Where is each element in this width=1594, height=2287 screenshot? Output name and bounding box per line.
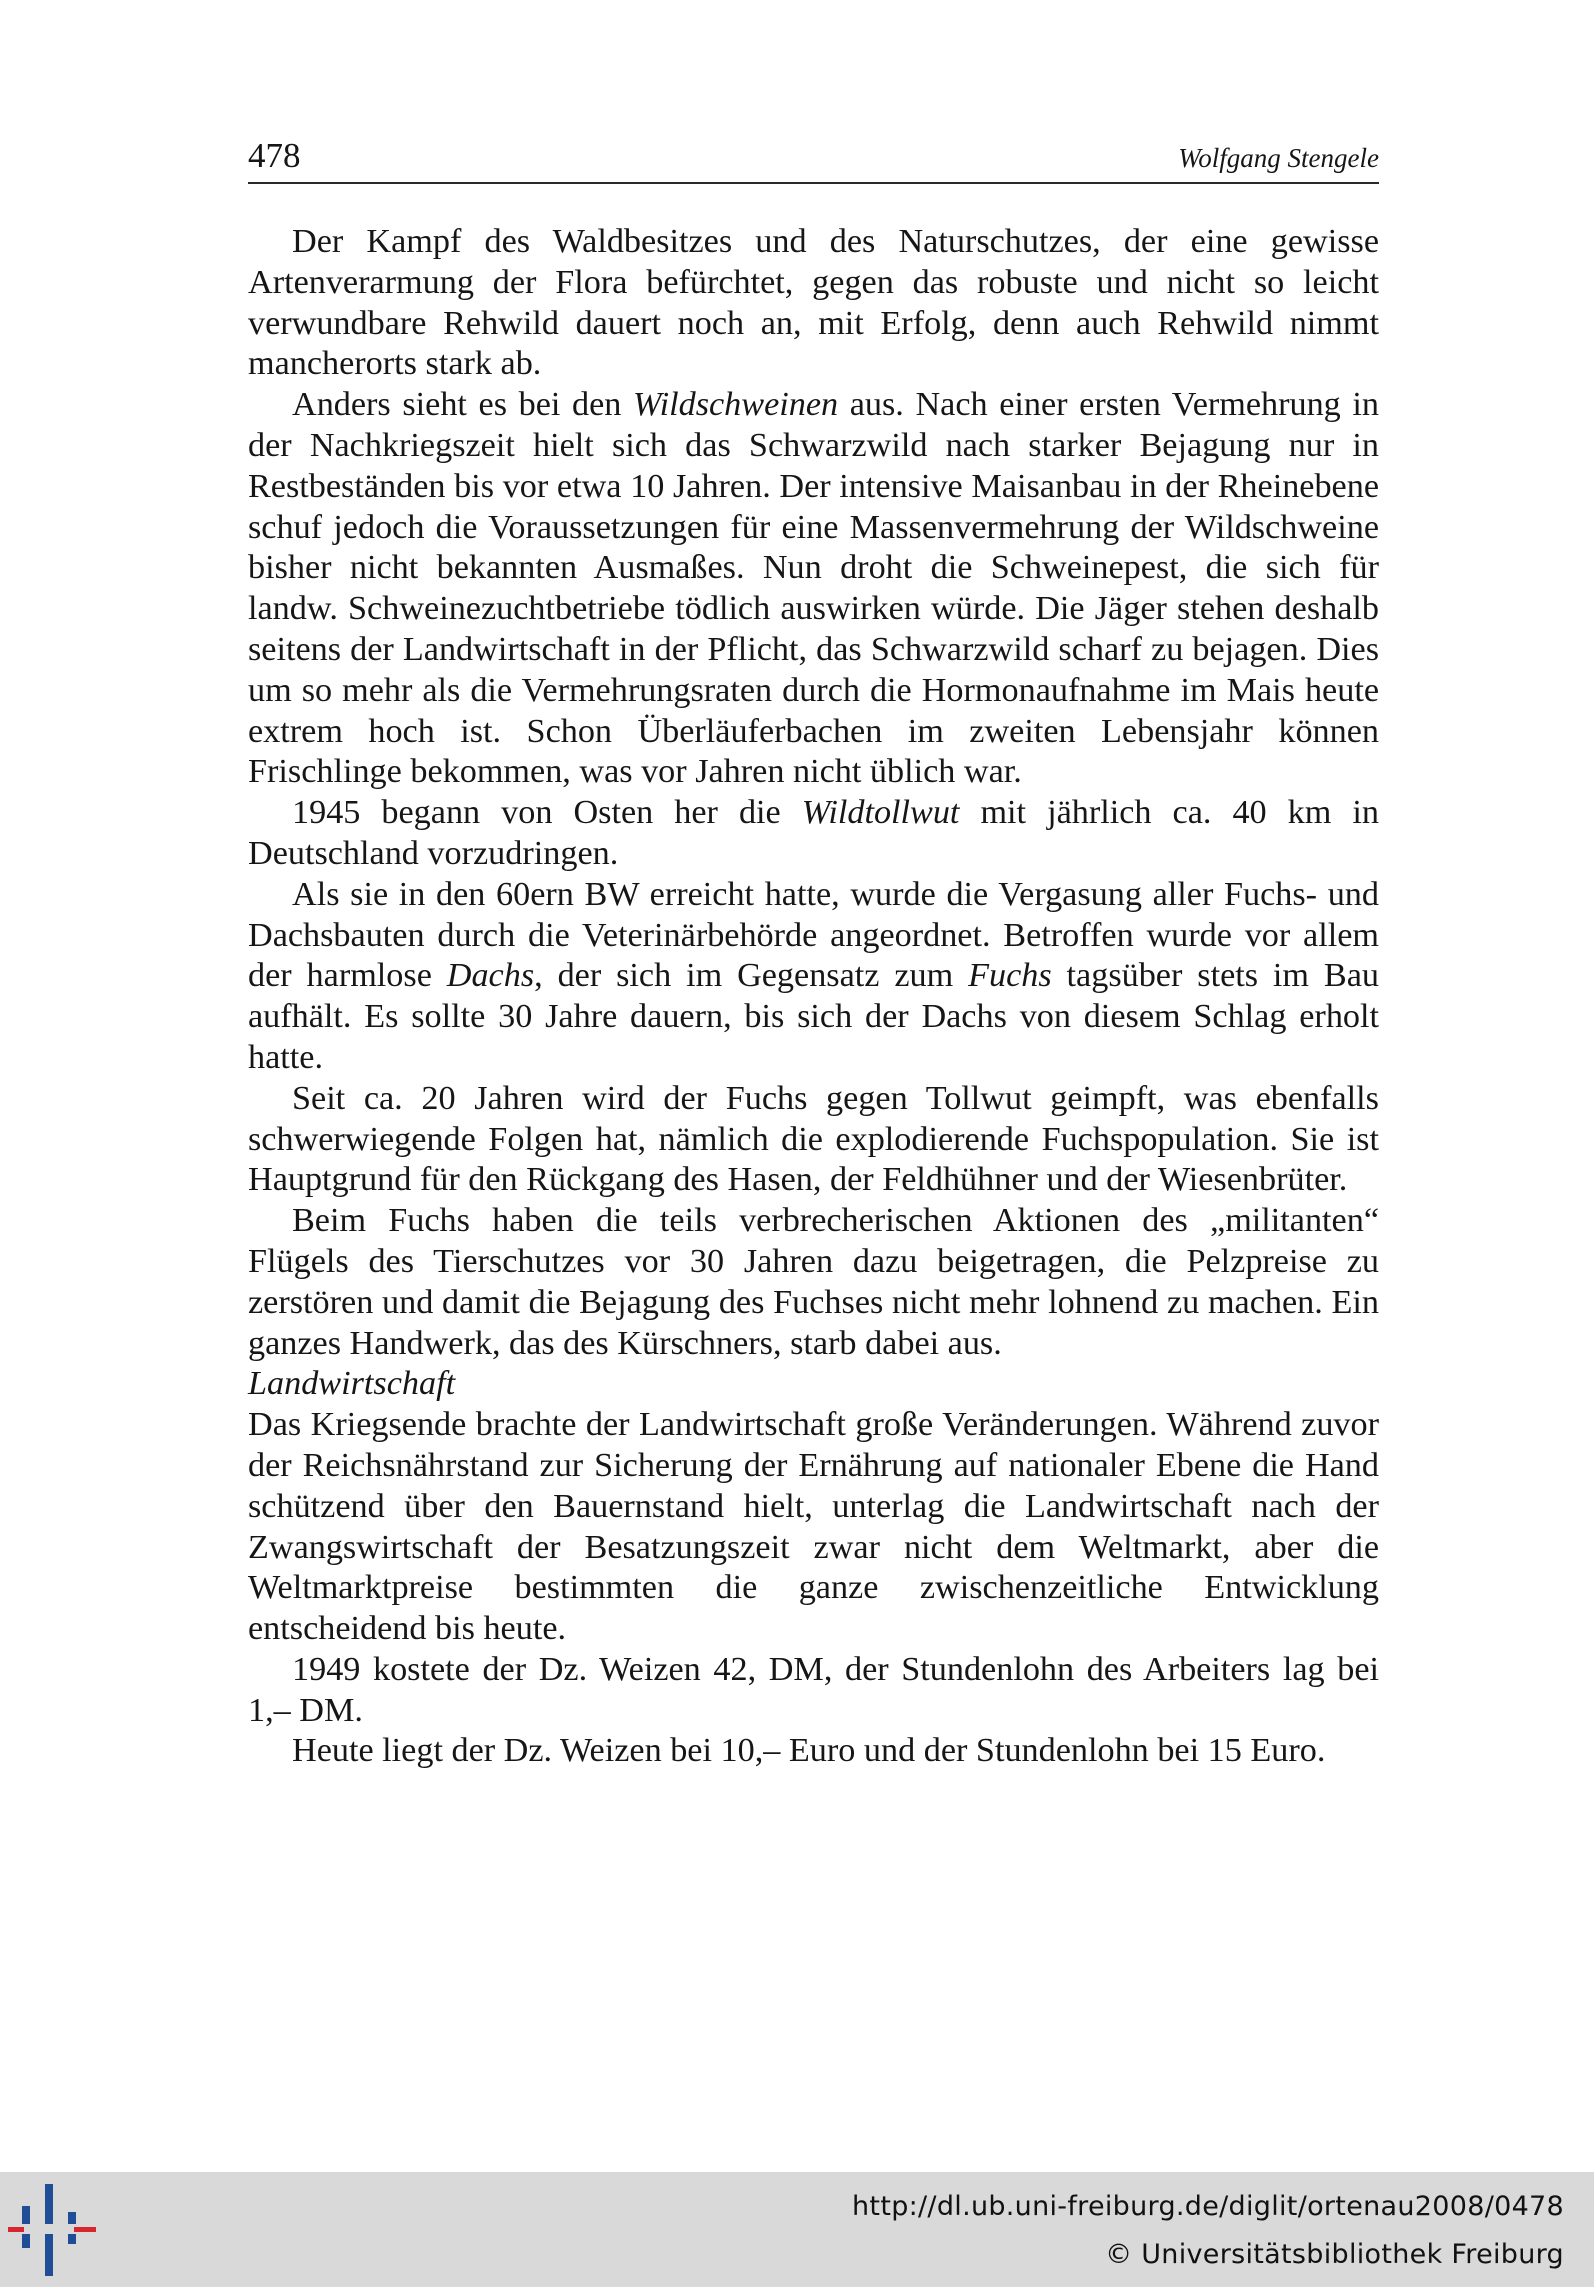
running-head — [248, 134, 1379, 184]
paragraph-text: Als sie in den 60ern BW erreicht hatte, wurde die Vergasung aller Fuchs- und Dachsbauten durch die Veterinärbehörde angeordnet. Betroffen wurde vor allem der harmlose — [248, 875, 1379, 995]
paragraph: 1949 kostete der Dz. Weizen 42, DM, der Stundenlohn des Arbeiters lag bei 1,– DM. — [248, 1650, 1379, 1729]
paragraph-text: tagsüber stets im Bau aufhält. Es sollte 30 Jahre dauern, bis sich der Dachs von diesem Schlag erholt hatte. — [248, 957, 1379, 1076]
paragraph: Beim Fuchs haben die teils verbrecherischen Aktionen des „militanten“ Flügels des Tierschutzes vor 30 Jahren dazu beigetragen, die Pelzpreise zu zerstören und damit die Bejagung des Fuchses nicht mehr lohnend zu machen. Ein ganzes Handwerk, das des Kürschners, starb dabei aus. — [248, 1202, 1379, 1362]
running-head-author: Wolfgang Stengele — [1178, 143, 1379, 173]
source-url-link[interactable]: http://dl.ub.uni-freiburg.de/diglit/ortenau2008/0478 — [852, 2191, 1564, 2222]
copyright-notice: © Universitätsbibliothek Freiburg — [1105, 2239, 1564, 2270]
italic-term: Wildtollwut — [801, 794, 960, 832]
university-library-logo-icon — [0, 2172, 110, 2287]
page-number: 478 — [248, 136, 301, 175]
paragraph: Das Kriegsende brachte der Landwirtschaft große Veränderungen. Während zuvor der Reichsnährstand zur Sicherung der Ernährung auf nationaler Ebene die Hand schützend über den Bauernstand hielt, unterlag die Landwirtschaft nach der Zwangswirtschaft der Besatzungszeit zwar nicht dem Weltmarkt, aber die Weltmarktpreise bestimmten die ganze zwischenzeitliche Entwicklung entscheidend bis heute. — [248, 1406, 1379, 1648]
body-text — [248, 222, 1379, 1772]
paragraph-text: mit jährlich ca. 40 km in Deutschland vorzudringen. — [248, 794, 1379, 872]
paragraph — [248, 793, 1379, 875]
paragraph — [248, 875, 1379, 1079]
paragraph: Der Kampf des Waldbesitzes und des Naturschutzes, der eine gewisse Artenverarmung der Flora befürchtet, gegen das robuste und nicht so leicht verwundbare Rehwild dauert noch an, mit Erfolg, denn auch Rehwild nimmt mancherorts stark ab. — [248, 223, 1379, 383]
paragraph-text: , der sich im Gegensatz zum — [534, 957, 969, 995]
italic-term: Fuchs — [968, 957, 1052, 995]
paragraph: Heute liegt der Dz. Weizen bei 10,– Euro und der Stundenlohn bei 15 Euro. — [292, 1732, 1326, 1770]
paragraph: Seit ca. 20 Jahren wird der Fuchs gegen Tollwut geimpft, was ebenfalls schwerwiegende Folgen hat, nämlich die explodierende Fuchspopulation. Sie ist Hauptgrund für den Rückgang des Hasen, der Feldhühner und der Wiesenbrüter. — [248, 1079, 1379, 1199]
paragraph-text: 1945 begann von Osten her die — [292, 794, 802, 832]
italic-term: Dachs — [446, 957, 535, 995]
italic-term: Wildschweinen — [633, 386, 839, 424]
paragraph-text: Anders sieht es bei den — [292, 386, 634, 424]
paragraph — [248, 385, 1379, 793]
section-heading: Landwirtschaft — [248, 1365, 456, 1403]
paragraph-text: aus. Nach einer ersten Vermehrung in der Nachkriegszeit hielt sich das Schwarzwild nach starker Bejagung nur in Restbeständen bis vor etwa 10 Jahren. Der intensive Maisanbau in der Rheinebene schuf jedoch die Voraussetzungen für eine Massenvermehrung der Wildschweine bisher nicht bekannten Ausmaßes. Nun droht die Schweinepest, die sich für landw. Schweinezuchtbetriebe tödlich auswirken würde. Die Jäger stehen deshalb seitens der Landwirtschaft in der Pflicht, das Schwarzwild scharf zu bejagen. Dies um so mehr als die Vermehrungsraten durch die Hormonaufnahme im Mais heute extrem hoch ist. Schon Überläuferbachen im zweiten Lebensjahr können Frischlinge bekommen, was vor Jahren nicht üblich war. — [248, 386, 1379, 791]
footer-bar — [0, 2172, 1594, 2287]
